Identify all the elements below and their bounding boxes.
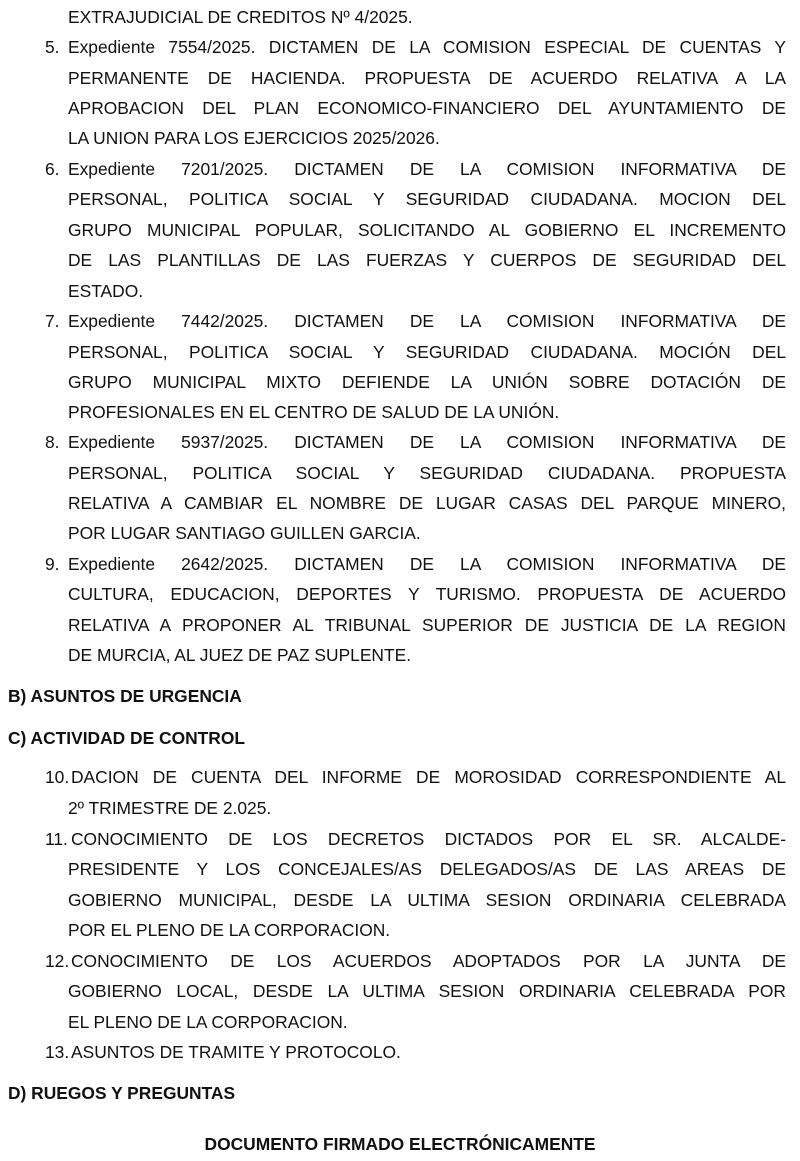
item-number: 9. xyxy=(45,554,60,574)
continuation-line: EXTRAJUDICIAL DE CREDITOS Nº 4/2025. xyxy=(68,7,413,27)
item-number: 8. xyxy=(45,432,60,452)
section-heading-d: D) RUEGOS Y PREGUNTAS xyxy=(8,1083,236,1103)
item-line: ASUNTOS DE TRAMITE Y PROTOCOLO. xyxy=(71,1042,401,1062)
section-heading-b: B) ASUNTOS DE URGENCIA xyxy=(8,686,242,706)
item-line: RELATIVA A CAMBIAR EL NOMBRE DE LUGAR CASAS DEL PARQUE MINERO, xyxy=(68,493,786,513)
item-line: Expediente 5937/2025. DICTAMEN DE LA COMISION INFORMATIVA DE xyxy=(68,432,786,452)
item-line: DE LAS PLANTILLAS DE LAS FUERZAS Y CUERPOS DE SEGURIDAD DEL xyxy=(68,250,786,270)
item-line: RELATIVA A PROPONER AL TRIBUNAL SUPERIOR DE JUSTICIA DE LA REGION xyxy=(68,615,786,635)
item-line: GOBIERNO LOCAL, DESDE LA ULTIMA SESION ORDINARIA CELEBRADA POR xyxy=(68,981,786,1001)
item-line: PERSONAL, POLITICA SOCIAL Y SEGURIDAD CIUDADANA. MOCIÓN DEL xyxy=(68,342,786,362)
item-line: GRUPO MUNICIPAL MIXTO DEFIENDE LA UNIÓN SOBRE DOTACIÓN DE xyxy=(68,372,786,392)
item-line: EL PLENO DE LA CORPORACION. xyxy=(68,1012,348,1032)
item-line: 2º TRIMESTRE DE 2.025. xyxy=(68,798,272,818)
item-line: PROFESIONALES EN EL CENTRO DE SALUD DE LA UNIÓN. xyxy=(68,402,560,422)
item-number: 10. xyxy=(45,767,70,787)
item-line: POR LUGAR SANTIAGO GUILLEN GARCIA. xyxy=(68,523,421,543)
item-line: PERMANENTE DE HACIENDA. PROPUESTA DE ACUERDO RELATIVA A LA xyxy=(68,68,786,88)
item-line: PERSONAL, POLITICA SOCIAL Y SEGURIDAD CIUDADANA. MOCION DEL xyxy=(68,189,786,209)
item-line: Expediente 2642/2025. DICTAMEN DE LA COMISION INFORMATIVA DE xyxy=(68,554,786,574)
item-line: PERSONAL, POLITICA SOCIAL Y SEGURIDAD CIUDADANA. PROPUESTA xyxy=(68,463,786,483)
signature-footer: DOCUMENTO FIRMADO ELECTRÓNICAMENTE xyxy=(204,1134,596,1154)
item-number: 6. xyxy=(45,159,60,179)
item-line: Expediente 7201/2025. DICTAMEN DE LA COMISION INFORMATIVA DE xyxy=(68,159,786,179)
item-line: POR EL PLENO DE LA CORPORACION. xyxy=(68,920,391,940)
item-line: GOBIERNO MUNICIPAL, DESDE LA ULTIMA SESION ORDINARIA CELEBRADA xyxy=(68,890,786,910)
item-line: GRUPO MUNICIPAL POPULAR, SOLICITANDO AL GOBIERNO EL INCREMENTO xyxy=(68,220,786,240)
item-line: ESTADO. xyxy=(68,281,144,301)
item-number: 7. xyxy=(45,311,60,331)
item-line: CULTURA, EDUCACION, DEPORTES Y TURISMO. PROPUESTA DE ACUERDO xyxy=(68,584,786,604)
item-number: 5. xyxy=(45,37,60,57)
item-number: 13. xyxy=(45,1042,70,1062)
item-line: DACION DE CUENTA DEL INFORME DE MOROSIDAD CORRESPONDIENTE AL xyxy=(71,767,786,787)
item-line: LA UNION PARA LOS EJERCICIOS 2025/2026. xyxy=(68,128,440,148)
item-line: CONOCIMIENTO DE LOS ACUERDOS ADOPTADOS POR LA JUNTA DE xyxy=(71,951,786,971)
section-heading-c: C) ACTIVIDAD DE CONTROL xyxy=(8,728,246,748)
item-line: CONOCIMIENTO DE LOS DECRETOS DICTADOS POR EL SR. ALCALDE- xyxy=(71,829,786,849)
item-line: Expediente 7554/2025. DICTAMEN DE LA COMISION ESPECIAL DE CUENTAS Y xyxy=(68,37,786,57)
item-line: DE MURCIA, AL JUEZ DE PAZ SUPLENTE. xyxy=(68,645,412,665)
item-line: APROBACION DEL PLAN ECONOMICO-FINANCIERO DEL AYUNTAMIENTO DE xyxy=(68,98,786,118)
item-number: 12. xyxy=(45,951,70,971)
item-number: 11. xyxy=(45,829,68,849)
item-line: PRESIDENTE Y LOS CONCEJALES/AS DELEGADOS/AS DE LAS AREAS DE xyxy=(68,859,786,879)
item-line: Expediente 7442/2025. DICTAMEN DE LA COMISION INFORMATIVA DE xyxy=(68,311,786,331)
